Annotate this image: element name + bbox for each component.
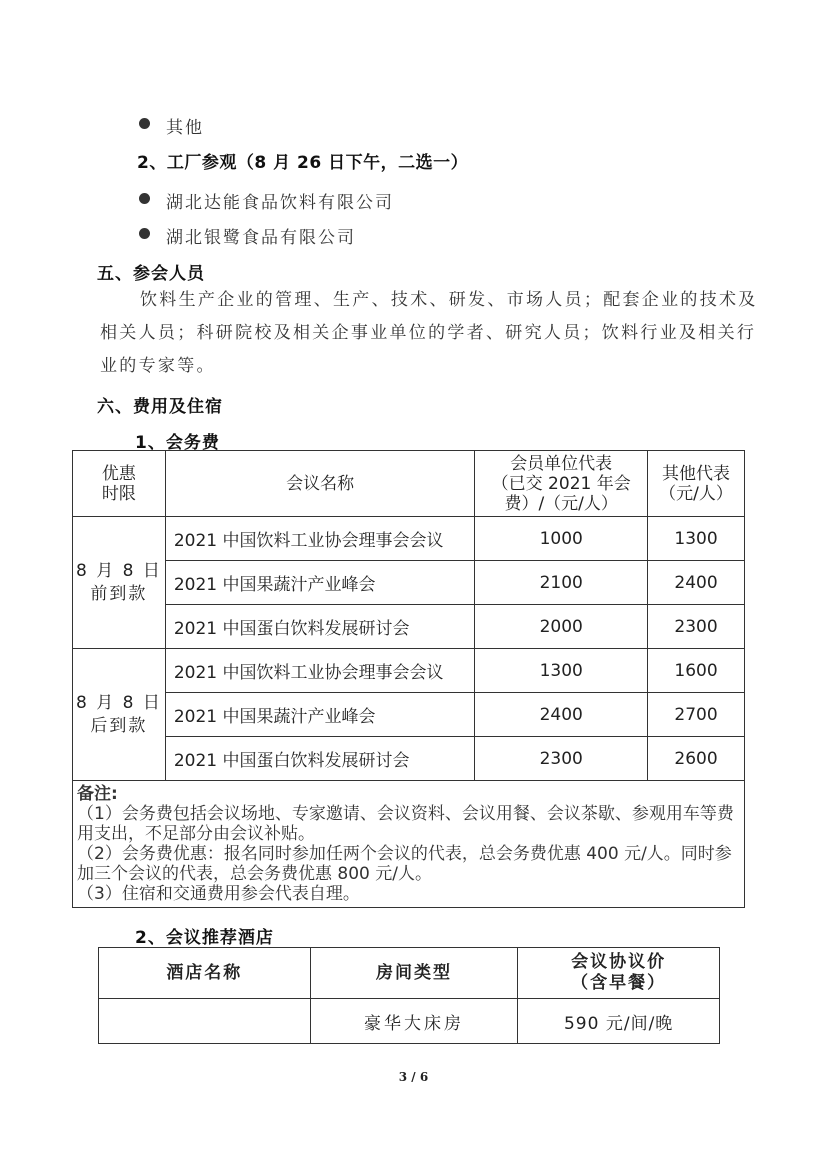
meeting-name: 2021 中国饮料工业协会理事会会议 [165,649,474,693]
notes-row [73,781,745,908]
table-row [73,649,745,693]
meeting-name: 2021 中国蛋白饮料发展研讨会 [165,605,474,649]
fee-table [72,450,745,908]
note-item: （3）住宿和交通费用参会代表自理。 [77,884,360,904]
table-row [73,517,745,561]
page-number: 3 / 6 [398,1070,429,1084]
table-row [73,693,745,737]
other-fee: 2400 [648,561,745,605]
header-text: 时限 [101,483,136,504]
header-member [475,451,648,517]
other-fee: 1600 [648,649,745,693]
room-type: 豪华大床房 [310,999,518,1044]
table-row [73,737,745,781]
note-item: （2）会务费优惠：报名同时参加任两个会议的代表，总会务费优惠 400 元/人。同时参加三个会议的代表，总会务费优惠 800 元/人。 [77,844,732,884]
header-text: 会议协议价 [571,952,667,972]
table-header-row [73,451,745,517]
period-cell [73,649,166,781]
other-fee: 2300 [648,605,745,649]
bullet-icon [139,193,150,204]
table-row [99,999,720,1044]
hotel-table [98,947,720,1044]
header-text: 费）/（元/人） [504,493,618,514]
header-text: （已交 2021 年会 [491,473,631,494]
subsection-heading: 1、会务费 [135,433,220,453]
header-price [518,948,720,999]
member-fee: 2100 [475,561,648,605]
list-item: 湖北银鹭食品有限公司 [166,228,356,248]
notes-title: 备注: [77,784,118,804]
room-price: 590 元/间/晚 [518,999,720,1044]
member-fee: 2300 [475,737,648,781]
table-row [73,561,745,605]
other-fee: 1300 [648,517,745,561]
member-fee: 2400 [475,693,648,737]
period-text: 后到款 [90,715,148,736]
bullet-icon [139,118,150,129]
table-header-row [99,948,720,999]
table-row [73,605,745,649]
visit-heading: 2、工厂参观（8 月 26 日下午，二选一） [137,153,469,173]
list-item: 其他 [166,118,204,138]
note-item: （1）会务费包括会议场地、专家邀请、会议资料、会议用餐、会议茶歇、参观用车等费用支出，不足部分由会议补贴。 [77,804,734,844]
header-period [73,451,166,517]
header-room: 房间类型 [310,948,518,999]
member-fee: 2000 [475,605,648,649]
header-hotel: 酒店名称 [99,948,311,999]
participants-paragraph: 饮料生产企业的管理、生产、技术、研发、市场人员；配套企业的技术及相关人员；科研院校及相关企事业单位的学者、研究人员；饮料行业及相关行业的专家等。 [100,290,758,376]
other-fee: 2600 [648,737,745,781]
period-text: 8 月 8 日 [76,692,162,713]
other-fee: 2700 [648,693,745,737]
period-cell [73,517,166,649]
section-heading: 五、参会人员 [97,264,205,284]
subsection-heading: 2、会议推荐酒店 [135,928,274,948]
period-text: 8 月 8 日 [76,560,162,581]
section-heading: 六、费用及住宿 [97,397,223,417]
header-text: （含早餐） [571,973,667,993]
period-text: 前到款 [90,583,148,604]
header-name: 会议名称 [165,451,474,517]
header-text: 优惠 [101,463,136,484]
member-fee: 1000 [475,517,648,561]
meeting-name: 2021 中国果蔬汁产业峰会 [165,693,474,737]
header-text: 会员单位代表 [510,453,613,474]
bullet-icon [139,228,150,239]
member-fee: 1300 [475,649,648,693]
meeting-name: 2021 中国果蔬汁产业峰会 [165,561,474,605]
header-other [648,451,745,517]
meeting-name: 2021 中国蛋白饮料发展研讨会 [165,737,474,781]
list-item: 湖北达能食品饮料有限公司 [166,193,394,213]
notes-cell [73,781,745,908]
hotel-name [99,999,311,1044]
meeting-name: 2021 中国饮料工业协会理事会会议 [165,517,474,561]
header-text: （元/人） [659,483,733,504]
header-text: 其他代表 [662,463,731,484]
